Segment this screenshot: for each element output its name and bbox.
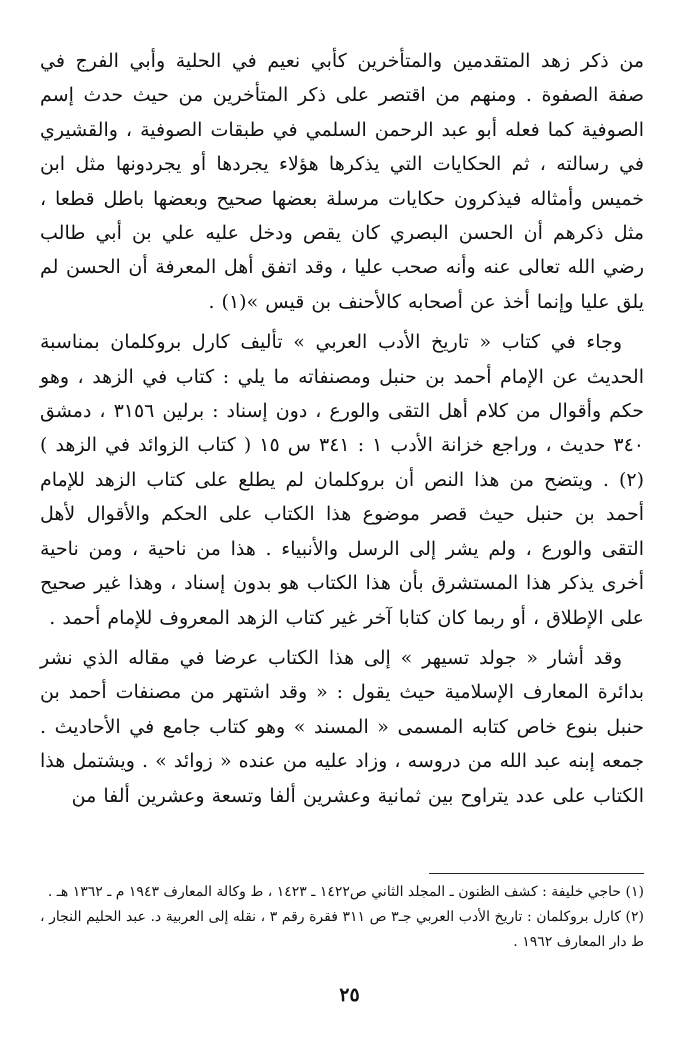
footnotes bbox=[40, 880, 644, 955]
footnote-1: (١) حاجي خليفة : كشف الظنون ـ المجلد الثاني ص١٤٢٢ ـ ١٤٢٣ ، ط وكالة المعارف ١٩٤٣ م ـ ١٣٦٢ هـ . bbox=[47, 884, 644, 900]
page-body bbox=[40, 44, 644, 813]
paragraph-1: من ذكر زهد المتقدمين والمتأخرين كأبي نعيم في الحلية وأبي الفرج في صفة الصفوة . ومنهم من اقتصر على ذكر المتأخرين من حيث حدث إسم الصوفية كما فعله أبو عبد الرحمن السلمي في طبقات الصوفية ، والقشيري في رسالته ، ثم الحكايات التي يذكرها هؤلاء يجردها أو يجردونها مثل ابن خميس وأمثاله فيذكرون حكايات مرسلة بعضها صحيح وبعضها باطل قطعا ، مثل ذكرهم أن الحسن البصري كان يقص ودخل عليه علي بن أبي طالب رضي الله تعالى عنه وأنه صحب عليا ، وقد اتفق أهل المعرفة أن الحسن لم يلق عليا وإنما أخذ عن أصحابه كالأحنف بن قيس »(١) . bbox=[40, 50, 644, 313]
paragraph-3: وقد أشار « جولد تسيهر » إلى هذا الكتاب عرضا في مقاله الذي نشر بدائرة المعارف الإسلامية حيث يقول : « وقد اشتهر من مصنفات أحمد بن حنبل بنوع خاص كتابه المسمى « المسند » وهو كتاب جامع في الأحاديث . جمعه إبنه عبد الله من دروسه ، وزاد عليه من عنده « زوائد » . ويشتمل هذا الكتاب على عدد يتراوح بين ثمانية وعشرين ألفا وتسعة وعشرين ألفا من bbox=[40, 646, 644, 807]
footnote-2: (٢) كارل بروكلمان : تاريخ الأدب العربي جـ٣ ص ٣١١ فقرة رقم ٣ ، نقله إلى العربية د. عبد الحليم النجار ، ط دار المعارف ١٩٦٢ . bbox=[40, 909, 645, 950]
footnote-divider bbox=[429, 873, 644, 874]
page-number: ٢٥ bbox=[339, 984, 360, 1006]
paragraph-2: وجاء في كتاب « تاريخ الأدب العربي » تأليف كارل بروكلمان بمناسبة الحديث عن الإمام أحمد بن حنبل ومصنفاته ما يلي : كتاب في الزهد ، وهو حكم وأقوال من كلام أهل التقى والورع ، دون إسناد : برلين ٣١٥٦ ، دمشق ٣٤٠ حديث ، وراجع خزانة الأدب ١ : ٣٤١ س ١٥ ( كتاب الزوائد في الزهد )(٢) . ويتضح من هذا النص أن بروكلمان لم يطلع على كتاب الزهد للإمام أحمد بن حنبل حيث قصر موضوع هذا الكتاب على الحكم والأقوال لأهل التقى والورع ، ولم يشر إلى الرسل والأنبياء . هذا من ناحية ، ومن ناحية أخرى يذكر هذا المستشرق بأن هذا الكتاب هو بدون إسناد ، وهذا غير صحيح على الإطلاق ، أو ربما كان كتابا آخر غير كتاب الزهد المعروف للإمام أحمد . bbox=[40, 331, 644, 629]
